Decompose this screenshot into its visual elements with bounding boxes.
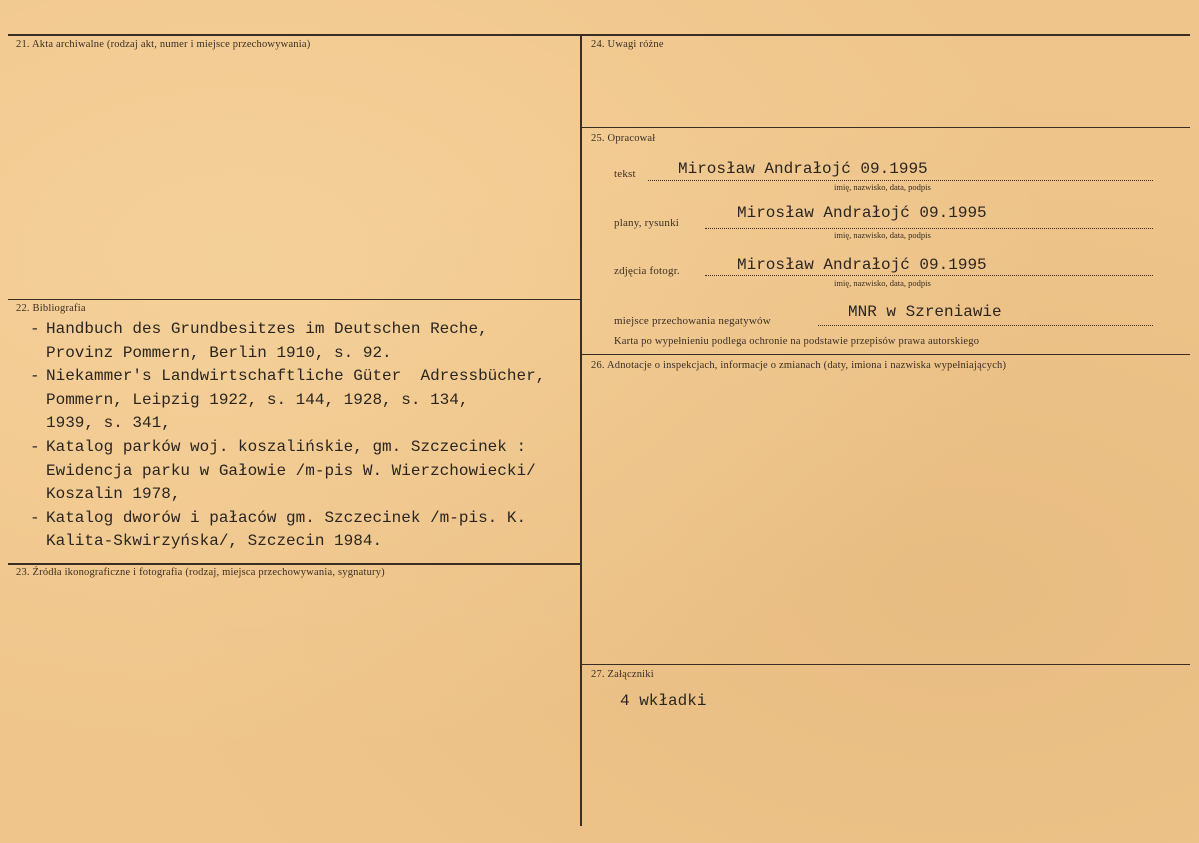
divider-22-23 (8, 563, 581, 565)
divider-21-22 (8, 299, 581, 300)
plany-label: plany, rysunki (614, 217, 680, 229)
tekst-value: Mirosław Andrałojć 09.1995 (678, 160, 928, 178)
bibliography-list (30, 318, 545, 554)
section-24-label: 24. Uwagi różne (591, 39, 664, 50)
zdjecia-dotted-line (705, 275, 1153, 276)
list-item: - Niekammer's Landwirtschaftliche Güter Adressbücher, Pommern, Leipzig 1922, s. 144, 1928, s. 134, 1939, s. 341, (30, 367, 546, 433)
zdjecia-label: zdjęcia fotogr. (614, 265, 680, 277)
center-divider (580, 36, 582, 826)
divider-26-27 (581, 664, 1190, 665)
plany-hint: imię, nazwisko, data, podpis (834, 230, 931, 240)
divider-25-26 (581, 354, 1190, 355)
attachments-value: 4 wkładki (620, 692, 707, 710)
negatywy-dotted-line (818, 325, 1153, 326)
tekst-label: tekst (614, 168, 636, 180)
plany-value: Mirosław Andrałojć 09.1995 (737, 204, 987, 222)
section-21-label: 21. Akta archiwalne (rodzaj akt, numer i miejsce przechowywania) (16, 39, 311, 50)
section-26-label: 26. Adnotacje o inspekcjach, informacje o zmianach (daty, imiona i nazwiska wypełniających) (591, 360, 1007, 371)
section-22-label: 22. Bibliografia (16, 303, 86, 314)
section-25-label: 25. Opracował (591, 133, 656, 144)
copyright-note: Karta po wypełnieniu podlega ochronie na podstawie przepisów prawa autorskiego (614, 336, 980, 347)
section-27-label: 27. Załączniki (591, 669, 654, 680)
zdjecia-hint: imię, nazwisko, data, podpis (834, 278, 931, 288)
section-23-label: 23. Źródła ikonograficzne i fotografia (rodzaj, miejsca przechowywania, sygnatury) (16, 567, 385, 578)
negatywy-label: miejsce przechowania negatywów (614, 315, 771, 327)
list-item: - Katalog parków woj. koszalińskie, gm. Szczecinek : Ewidencja parku w Gałowie /m-pis W. Wierzchowiecki/ Koszalin 1978, (30, 437, 536, 504)
negatywy-value: MNR w Szreniawie (848, 303, 1002, 321)
tekst-hint: imię, nazwisko, data, podpis (834, 182, 931, 192)
plany-dotted-line (705, 228, 1153, 229)
divider-24-25 (581, 127, 1190, 128)
zdjecia-value: Mirosław Andrałojć 09.1995 (737, 256, 987, 274)
top-border (8, 34, 1190, 36)
list-item: - Katalog dworów i pałaców gm. Szczecinek /m-pis. K. Kalita-Skwirzyńska/, Szczecin 1984. (30, 508, 527, 551)
tekst-dotted-line (648, 180, 1153, 181)
list-item: - Handbuch des Grundbesitzes im Deutschen Reche, Provinz Pommern, Berlin 1910, s. 92. (30, 320, 488, 362)
